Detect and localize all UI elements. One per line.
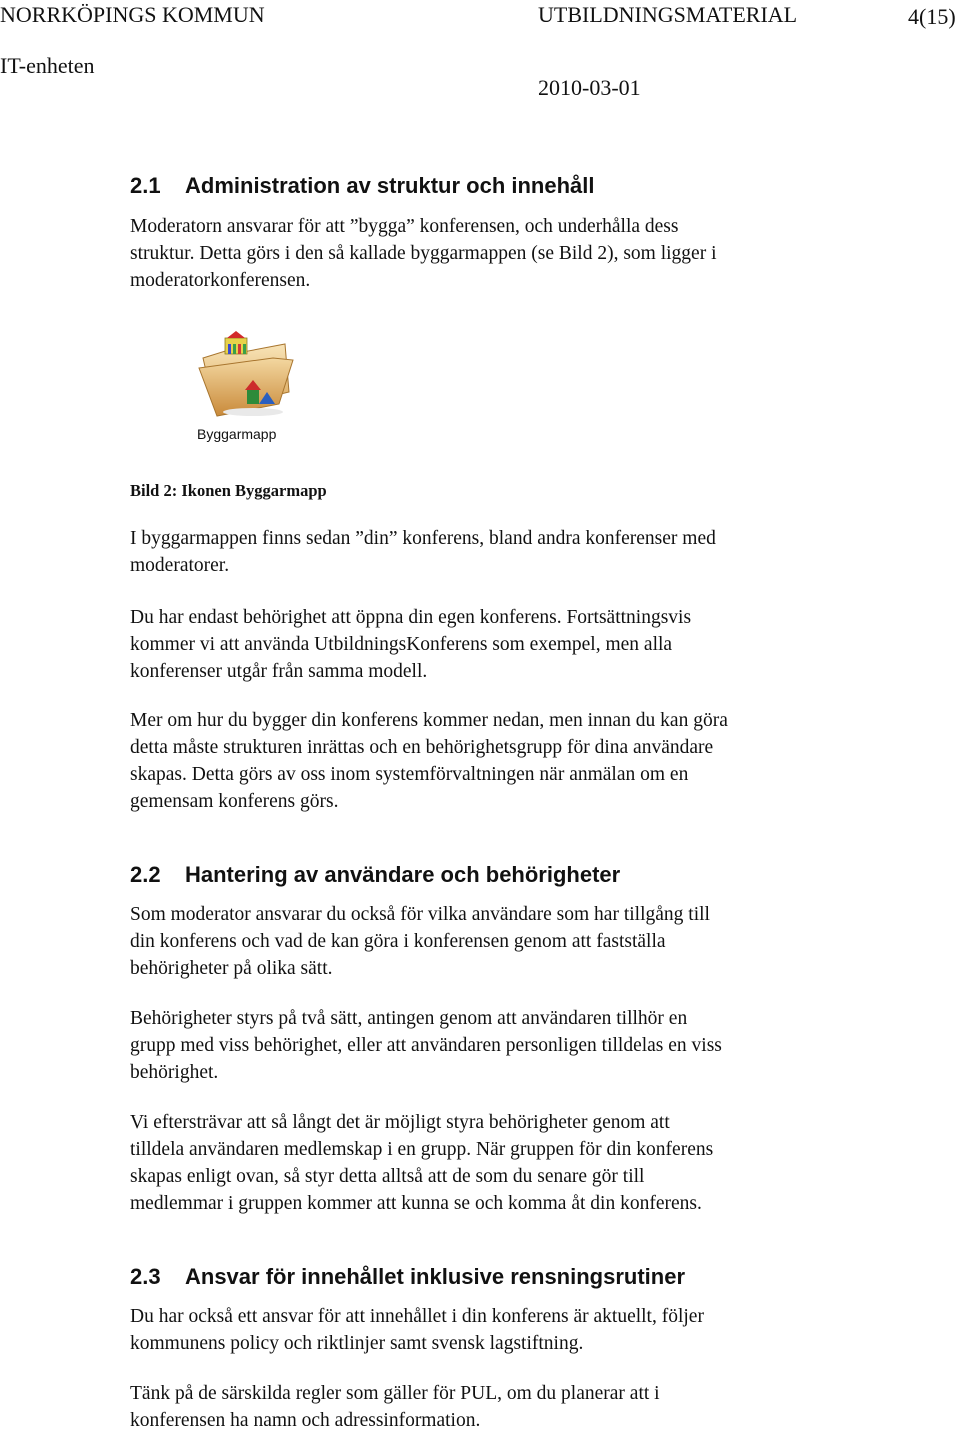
section-title: Administration av struktur och innehåll — [185, 173, 595, 198]
text-line: behörighet. — [130, 1062, 219, 1083]
section-number: 2.3 — [130, 1264, 161, 1289]
section-number: 2.2 — [130, 862, 161, 887]
builder-folder-icon — [195, 330, 295, 425]
text-line: Tänk på de särskilda regler som gäller för PUL, om du planerar att i — [130, 1383, 660, 1404]
text-line: din konferens och vad de kan göra i konferensen genom att fastställa — [130, 931, 666, 952]
text-line: Vi eftersträvar att så långt det är möjligt styra behörigheter genom att — [130, 1112, 670, 1133]
paragraph — [130, 1303, 870, 1357]
text-line: moderatorer. — [130, 555, 230, 576]
text-line: Mer om hur du bygger din konferens kommer nedan, men innan du kan göra — [130, 710, 728, 731]
text-line: moderatorkonferensen. — [130, 270, 311, 291]
header-org: NORRKÖPINGS KOMMUN — [0, 2, 265, 27]
text-line: gemensam konferens görs. — [130, 791, 339, 812]
text-line: kommunens policy och riktlinjer samt svensk lagstiftning. — [130, 1333, 584, 1354]
text-line: detta måste strukturen inrättas och en behörighetsgrupp för dina användare — [130, 737, 714, 758]
section-heading-2-2 — [130, 862, 620, 888]
figure-caption: Bild 2: Ikonen Byggarmapp — [130, 481, 327, 500]
paragraph — [130, 213, 870, 294]
text-line: konferensen ha namn och adressinformation. — [130, 1410, 481, 1431]
text-line: I byggarmappen finns sedan ”din” konferens, bland andra konferenser med — [130, 528, 716, 549]
paragraph — [130, 707, 870, 815]
section-heading-2-1 — [130, 173, 595, 199]
text-line: skapas. Detta görs av oss inom systemförvaltningen när anmälan om en — [130, 764, 689, 785]
text-line: struktur. Detta görs i den så kallade byggarmappen (se Bild 2), som ligger i — [130, 243, 717, 264]
header-page-number: 4(15) — [908, 4, 956, 29]
icon-label: Byggarmapp — [197, 426, 277, 442]
paragraph — [130, 604, 870, 685]
text-line: medlemmar i gruppen kommer att kunna se och komma åt din konferens. — [130, 1193, 702, 1214]
text-line: Som moderator ansvarar du också för vilka användare som har tillgång till — [130, 904, 710, 925]
paragraph — [130, 1109, 870, 1217]
byggarmapp-figure — [195, 330, 295, 445]
text-line: Behörigheter styrs på två sätt, antingen genom att användaren tillhör en — [130, 1008, 688, 1029]
header-doc-type: UTBILDNINGSMATERIAL — [538, 2, 798, 27]
text-line: kommer vi att använda UtbildningsKonferens som exempel, men alla — [130, 634, 673, 655]
header-date: 2010-03-01 — [538, 75, 641, 100]
section-number: 2.1 — [130, 173, 161, 198]
section-heading-2-3 — [130, 1264, 685, 1290]
paragraph — [130, 1380, 870, 1434]
paragraph — [130, 525, 870, 579]
text-line: Moderatorn ansvarar för att ”bygga” konferensen, och underhålla dess — [130, 216, 679, 237]
text-line: konferenser utgår från samma modell. — [130, 661, 428, 682]
text-line: Du har endast behörighet att öppna din egen konferens. Fortsättningsvis — [130, 607, 692, 628]
section-title: Ansvar för innehållet inklusive rensningsrutiner — [185, 1264, 686, 1289]
paragraph — [130, 901, 870, 982]
text-line: behörigheter på olika sätt. — [130, 958, 333, 979]
header-unit: IT-enheten — [0, 53, 95, 78]
section-title: Hantering av användare och behörigheter — [185, 862, 621, 887]
paragraph — [130, 1005, 870, 1086]
text-line: skapas enligt ovan, så styr detta alltså att de som du senare gör till — [130, 1166, 645, 1187]
text-line: grupp med viss behörighet, eller att användaren personligen tilldelas en viss — [130, 1035, 722, 1056]
text-line: Du har också ett ansvar för att innehållet i din konferens är aktuellt, följer — [130, 1306, 704, 1327]
text-line: tilldela användaren medlemskap i en grupp. När gruppen för din konferens — [130, 1139, 714, 1160]
